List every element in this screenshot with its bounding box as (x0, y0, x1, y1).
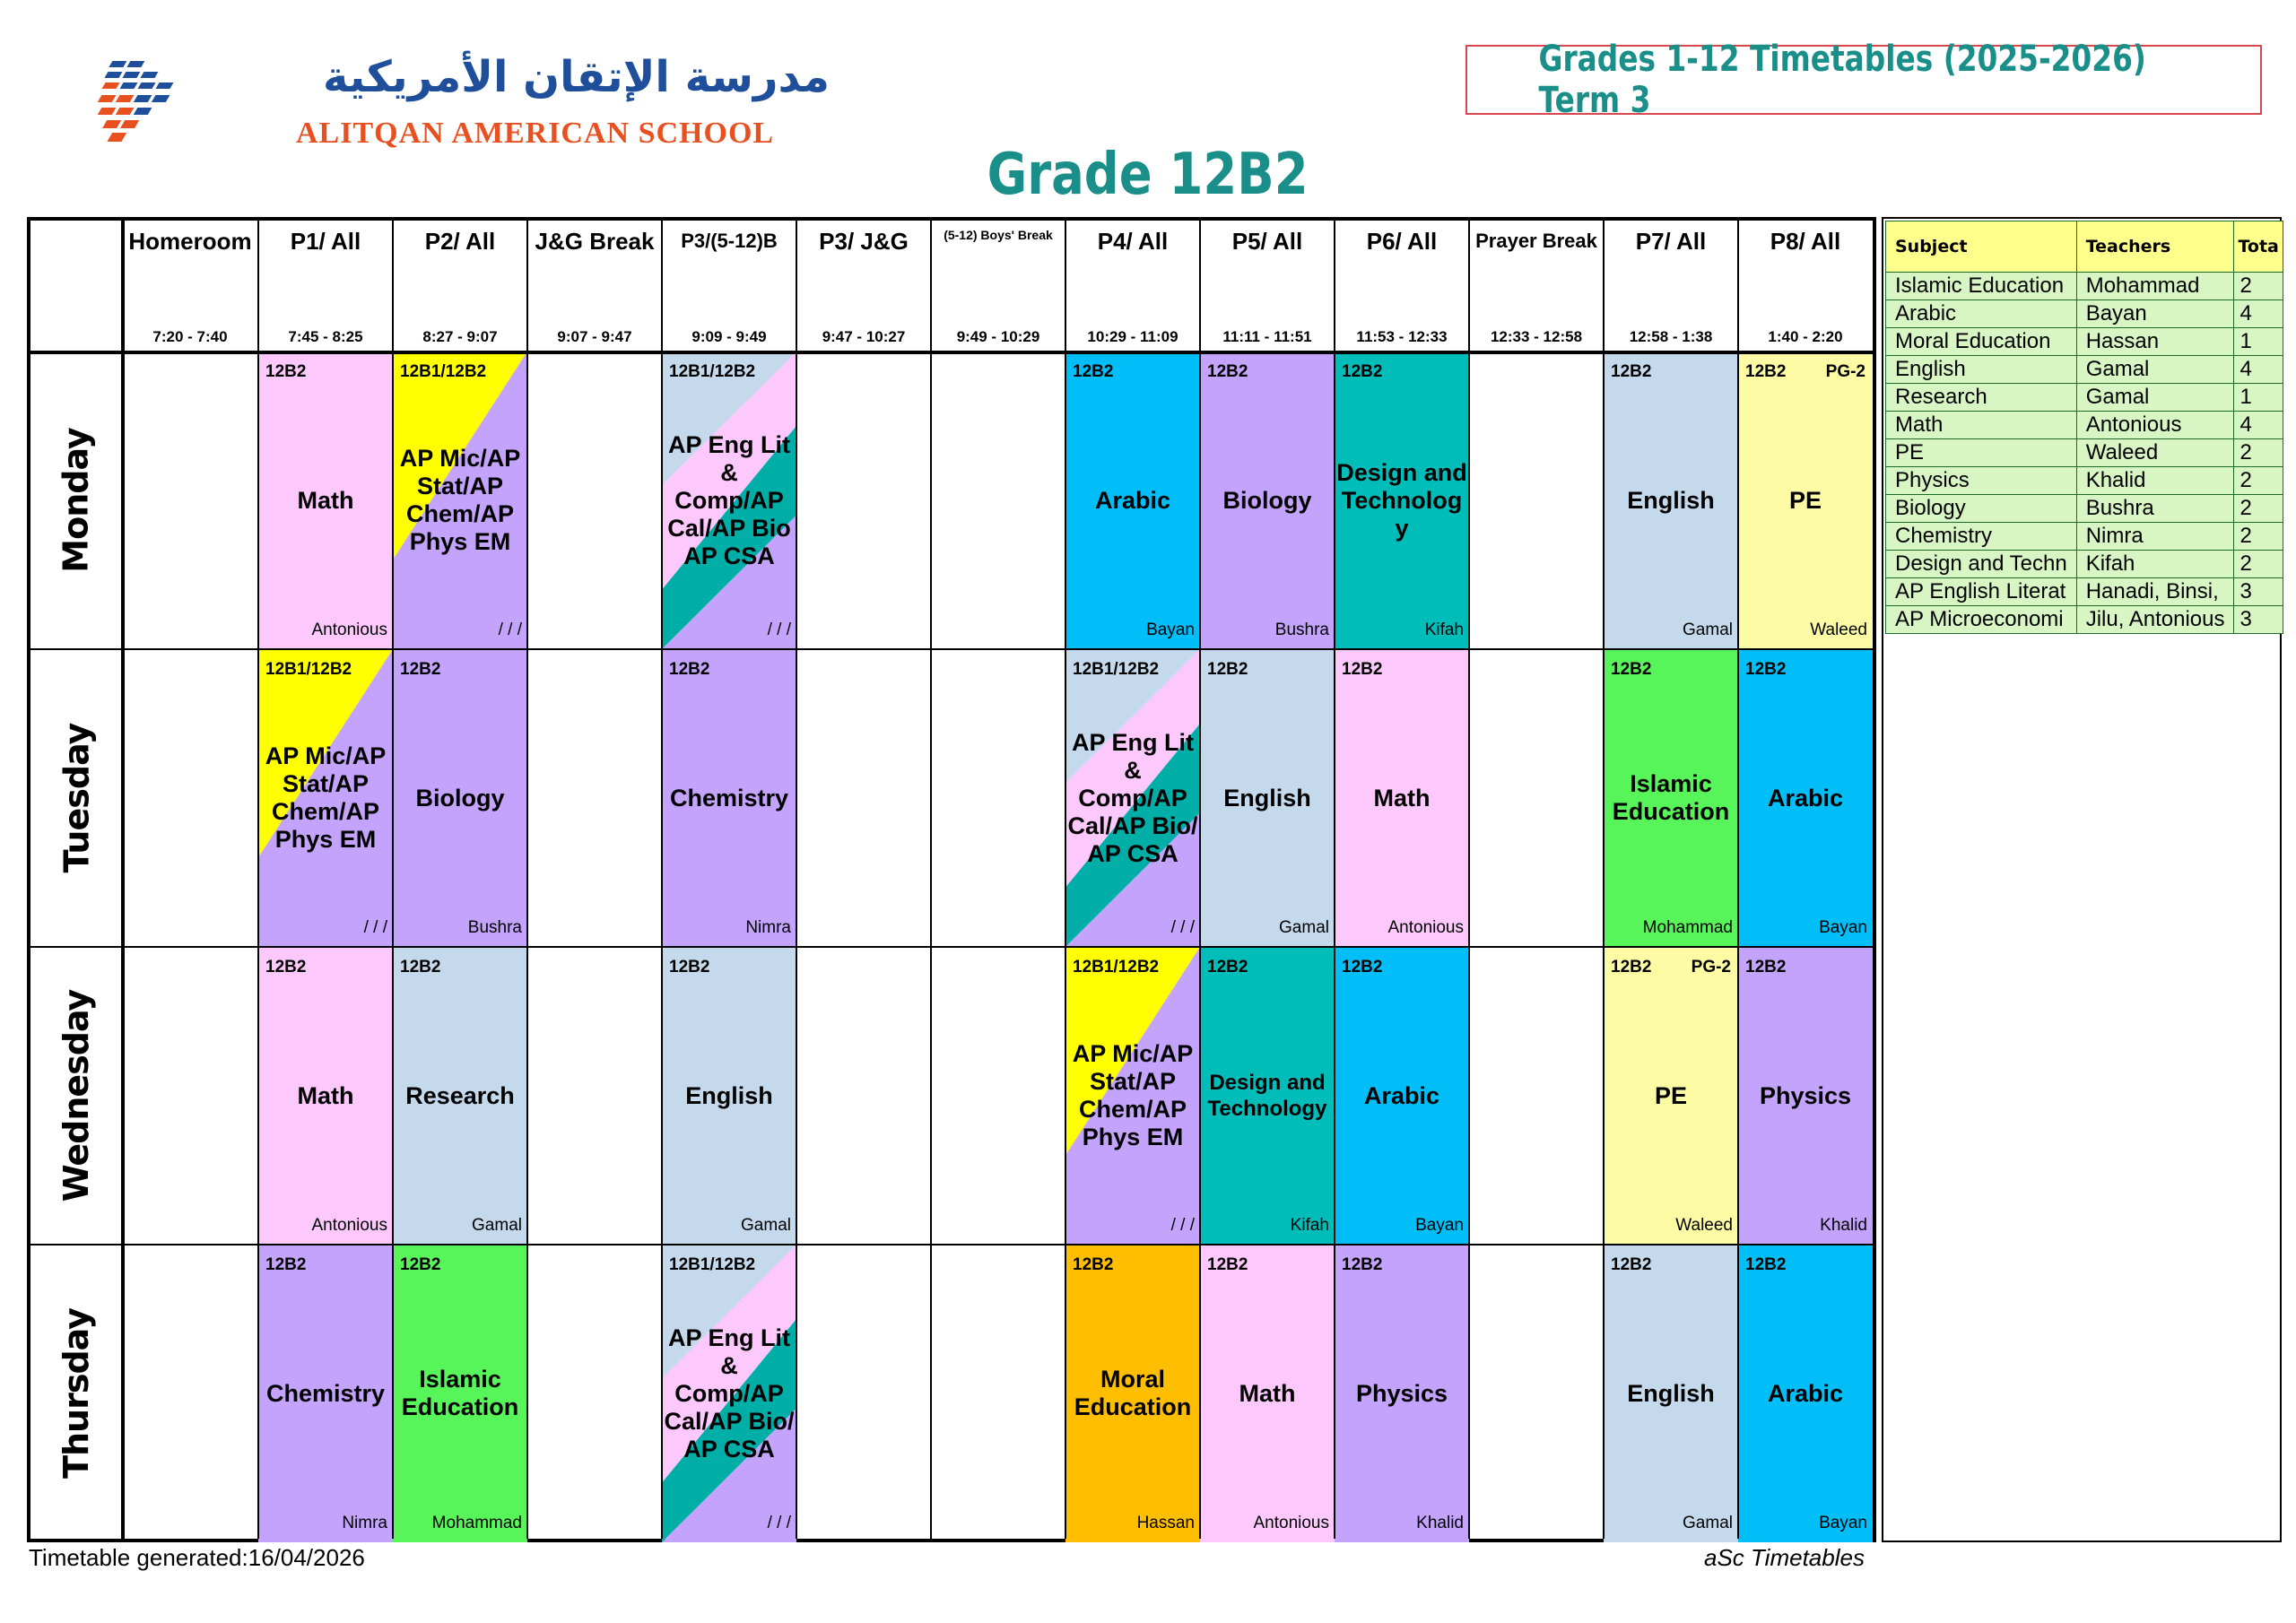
lesson-subject: Biology (415, 784, 505, 812)
period-header (1200, 221, 1335, 352)
lesson-teacher: Khalid (1820, 1216, 1867, 1235)
period-header (662, 221, 796, 352)
lesson-class: 12B2 (265, 1255, 307, 1274)
lesson-subject: Research (405, 1081, 515, 1109)
lesson-subject: Design and Technolog y (1336, 458, 1467, 542)
period-label: (5-12) Boys' Break (944, 228, 1053, 242)
summary-subject: AP Microeconomi (1886, 606, 2077, 634)
lesson-teacher: / / / (1170, 918, 1195, 937)
summary-subject: Biology (1886, 495, 2077, 523)
lesson-class: 12B1/12B2 (265, 660, 352, 679)
lesson-cell[interactable] (662, 947, 796, 1245)
lesson-teacher: Gamal (1683, 621, 1733, 639)
period-header (527, 221, 662, 352)
period-time: 8:27 - 9:07 (422, 328, 498, 345)
summary-header-subject: Subject (1886, 221, 2077, 273)
day-label-text: Monday (57, 428, 97, 573)
lesson-teacher: / / / (767, 1514, 791, 1532)
period-label: P7/ All (1635, 228, 1707, 255)
grid-line (930, 221, 932, 1539)
lesson-teacher: Antonious (311, 1216, 387, 1235)
lesson-teacher: Bayan (1415, 1216, 1464, 1235)
summary-total: 3 (2234, 606, 2283, 634)
period-header (393, 221, 527, 352)
generated-date: Timetable generated:16/04/2026 (29, 1544, 365, 1571)
day-label-wednesday (30, 947, 122, 1245)
period-label: P3/(5-12)B (681, 230, 778, 252)
lesson-subject: Math (297, 486, 354, 514)
grid-line (796, 221, 797, 1539)
grid-line (30, 1244, 1873, 1245)
software-credit: aSc Timetables (1704, 1544, 1865, 1571)
lesson-class: 12B2 (1611, 660, 1652, 679)
lesson-teacher: Antonious (1253, 1514, 1329, 1532)
lesson-subject: AP Mic/AP Stat/AP Chem/AP Phys EM (399, 445, 521, 555)
lesson-teacher: Kifah (1290, 1216, 1329, 1235)
lesson-class: 12B2 (1611, 362, 1652, 381)
lesson-subject: AP Mic/AP Stat/AP Chem/AP Phys EM (265, 742, 387, 853)
lesson-class: 12B2 (1342, 362, 1383, 381)
summary-teacher: Hanadi, Binsi, (2076, 578, 2234, 606)
lesson-cell[interactable] (258, 947, 393, 1245)
school-name-arabic: مدرسة الإتقان الأمريكية (323, 52, 830, 102)
summary-teacher: Mohammad (2076, 273, 2234, 300)
summary-subject: Moral Education (1886, 328, 2077, 356)
lesson-class: 12B2 (1745, 1255, 1787, 1274)
day-label-monday (30, 352, 122, 649)
lesson-cell[interactable] (662, 649, 796, 947)
lesson-subject: PE (1654, 1081, 1688, 1109)
lesson-cell[interactable] (1738, 649, 1873, 947)
lesson-teacher: Bayan (1819, 918, 1867, 937)
summary-row (1886, 606, 2283, 634)
lesson-teacher: Gamal (1683, 1514, 1733, 1532)
grade-title (0, 142, 2296, 208)
lesson-group: PG-2 (1825, 362, 1866, 381)
lesson-class: 12B1/12B2 (1073, 660, 1160, 679)
lesson-class: 12B2 (400, 1255, 441, 1274)
lesson-cell[interactable] (393, 947, 527, 1245)
lesson-class: 12B2 (400, 958, 441, 976)
summary-teacher: Khalid (2076, 467, 2234, 495)
summary-total: 2 (2234, 439, 2283, 467)
day-label-text: Thursday (57, 1308, 96, 1479)
summary-row (1886, 523, 2283, 551)
summary-total: 2 (2234, 551, 2283, 578)
lesson-subject: Math (1373, 784, 1431, 812)
lesson-subject: Biology (1222, 486, 1312, 514)
lesson-teacher: Nimra (342, 1514, 387, 1532)
lesson-subject: Physics (1759, 1081, 1852, 1109)
lesson-subject: Arabic (1767, 784, 1844, 812)
period-label: Prayer Break (1475, 230, 1597, 252)
lesson-cell[interactable] (1604, 649, 1738, 947)
lesson-class: 12B2 (1611, 1255, 1652, 1274)
period-header (1335, 221, 1469, 352)
lesson-teacher: Gamal (1279, 918, 1329, 937)
lesson-cell[interactable] (1738, 947, 1873, 1245)
lesson-class: 12B2 (1611, 958, 1652, 976)
lesson-cell[interactable] (1200, 649, 1335, 947)
lesson-class: 12B1/12B2 (1073, 958, 1160, 976)
period-time: 1:40 - 2:20 (1768, 328, 1843, 345)
lesson-cell[interactable] (1065, 352, 1200, 649)
period-time: 12:33 - 12:58 (1490, 328, 1583, 345)
lesson-subject: English (685, 1081, 773, 1109)
summary-row (1886, 578, 2283, 606)
summary-row (1886, 495, 2283, 523)
period-label: Homeroom (128, 228, 252, 255)
period-time: 7:20 - 7:40 (152, 328, 228, 345)
lesson-teacher: Bayan (1819, 1514, 1867, 1532)
summary-total: 4 (2234, 412, 2283, 439)
term-title-box (1465, 39, 2262, 121)
lesson-subject: Arabic (1094, 486, 1171, 514)
period-time: 7:45 - 8:25 (288, 328, 363, 345)
lesson-class: 12B2 (1342, 1255, 1383, 1274)
lesson-class: 12B2 (669, 958, 710, 976)
lesson-subject: Islamic Education (1612, 770, 1730, 825)
lesson-subject: Arabic (1767, 1379, 1844, 1407)
grid-line (1199, 221, 1201, 1539)
summary-total: 2 (2234, 523, 2283, 551)
summary-subject: Islamic Education (1886, 273, 2077, 300)
lesson-class: 12B2 (669, 660, 710, 679)
day-label-text: Tuesday (57, 723, 97, 873)
lesson-class: 12B2 (1207, 660, 1248, 679)
lesson-cell[interactable] (393, 649, 527, 947)
lesson-cell[interactable] (258, 352, 393, 649)
lesson-teacher: Nimra (745, 918, 791, 937)
period-header (1604, 221, 1738, 352)
day-label-thursday (30, 1245, 122, 1542)
lesson-class: 12B2 (1342, 958, 1383, 976)
summary-total: 2 (2234, 467, 2283, 495)
summary-teacher: Hassan (2076, 328, 2234, 356)
period-header (1065, 221, 1200, 352)
lesson-cell[interactable] (1200, 1245, 1335, 1542)
summary-total: 4 (2234, 356, 2283, 384)
lesson-class: 12B2 (1745, 958, 1787, 976)
summary-row (1886, 412, 2283, 439)
period-header (1469, 221, 1604, 352)
lesson-teacher: Waleed (1675, 1216, 1733, 1235)
summary-header-total: Tota (2234, 221, 2283, 273)
lesson-cell[interactable] (1335, 947, 1469, 1245)
term-title: Grades 1-12 Timetables (2025-2026) Term 3 (1538, 39, 2146, 121)
lesson-group: PG-2 (1691, 958, 1731, 976)
lesson-class: 12B2 (1073, 362, 1114, 381)
lesson-cell[interactable] (393, 352, 527, 649)
lesson-subject: AP Mic/AP Stat/AP Chem/AP Phys EM (1072, 1040, 1194, 1150)
period-header (796, 221, 931, 352)
subject-summary-panel (1882, 217, 2282, 1542)
lesson-subject: Islamic Education (401, 1366, 519, 1420)
grid-line (30, 351, 1873, 354)
grid-line (392, 221, 394, 1539)
period-time: 9:49 - 10:29 (956, 328, 1040, 345)
grade-title-text: Grade 12B2 (987, 142, 1309, 208)
lesson-class: 12B1/12B2 (669, 1255, 756, 1274)
lesson-subject: English (1627, 1379, 1715, 1407)
lesson-subject: Chemistry (669, 784, 789, 812)
lesson-cell[interactable] (1604, 352, 1738, 649)
lesson-subject: Arabic (1363, 1081, 1440, 1109)
summary-total: 3 (2234, 578, 2283, 606)
period-header (1738, 221, 1873, 352)
lesson-subject: Chemistry (265, 1379, 386, 1407)
lesson-subject: Math (1239, 1379, 1296, 1407)
summary-subject: AP English Literat (1886, 578, 2077, 606)
summary-total: 2 (2234, 273, 2283, 300)
lesson-teacher: / / / (767, 621, 791, 639)
timetable-grid (27, 217, 1876, 1542)
period-header (931, 221, 1065, 352)
period-time: 9:07 - 9:47 (557, 328, 632, 345)
lesson-class: 12B2 (1745, 362, 1787, 381)
summary-row (1886, 439, 2283, 467)
summary-teacher: Bayan (2076, 300, 2234, 328)
summary-teacher: Jilu, Antonious (2076, 606, 2234, 634)
period-time: 11:11 - 11:51 (1222, 328, 1312, 345)
period-time: 9:09 - 9:49 (691, 328, 767, 345)
lesson-cell[interactable] (1335, 649, 1469, 947)
summary-teacher: Nimra (2076, 523, 2234, 551)
lesson-teacher: Hassan (1136, 1514, 1195, 1532)
grid-line (30, 946, 1873, 948)
lesson-cell[interactable] (1604, 1245, 1738, 1542)
lesson-cell[interactable] (1335, 1245, 1469, 1542)
period-header (258, 221, 393, 352)
summary-teacher: Gamal (2076, 356, 2234, 384)
school-name-english: ALITQAN AMERICAN SCHOOL (296, 117, 775, 150)
lesson-class: 12B2 (265, 958, 307, 976)
lesson-cell[interactable] (1200, 947, 1335, 1245)
lesson-subject: English (1223, 784, 1311, 812)
summary-total: 1 (2234, 328, 2283, 356)
period-time: 12:58 - 1:38 (1629, 328, 1713, 345)
lesson-subject: Math (297, 1081, 354, 1109)
grid-line (661, 221, 663, 1539)
lesson-cell[interactable] (1065, 947, 1200, 1245)
lesson-teacher: Bushra (1274, 621, 1329, 639)
summary-total: 2 (2234, 495, 2283, 523)
period-time: 11:53 - 12:33 (1356, 328, 1448, 345)
lesson-class: 12B2 (1745, 660, 1787, 679)
lesson-teacher: / / / (498, 621, 522, 639)
summary-row (1886, 551, 2283, 578)
summary-subject: PE (1886, 439, 2077, 467)
lesson-subject: English (1627, 486, 1715, 514)
grid-line (1468, 221, 1470, 1539)
summary-teacher: Antonious (2076, 412, 2234, 439)
period-header (122, 221, 258, 352)
period-time: 9:47 - 10:27 (822, 328, 906, 345)
grid-line (1334, 221, 1335, 1539)
lesson-class: 12B2 (400, 660, 441, 679)
grid-line (1737, 221, 1739, 1539)
lesson-subject: AP Eng Lit & Comp/AP Cal/AP Bio/ AP CSA (664, 1324, 795, 1462)
lesson-teacher: Antonious (311, 621, 387, 639)
grid-line (1603, 221, 1605, 1539)
summary-subject: English (1886, 356, 2077, 384)
lesson-cell[interactable] (1738, 1245, 1873, 1542)
summary-row (1886, 467, 2283, 495)
summary-subject: Math (1886, 412, 2077, 439)
summary-row (1886, 300, 2283, 328)
summary-subject: Arabic (1886, 300, 2077, 328)
period-label: P3/ J&G (819, 228, 909, 255)
lesson-subject: Physics (1355, 1379, 1448, 1407)
grid-line (526, 221, 528, 1539)
lesson-subject: PE (1788, 486, 1822, 514)
lesson-cell[interactable] (1065, 649, 1200, 947)
lesson-cell[interactable] (1738, 352, 1873, 649)
lesson-class: 12B2 (265, 362, 307, 381)
lesson-cell[interactable] (1200, 352, 1335, 649)
grid-line (121, 221, 125, 1539)
lesson-cell[interactable] (258, 649, 393, 947)
period-label: P4/ All (1097, 228, 1169, 255)
summary-teacher: Bushra (2076, 495, 2234, 523)
lesson-class: 12B2 (1207, 958, 1248, 976)
lesson-cell[interactable] (1604, 947, 1738, 1245)
summary-subject: Physics (1886, 467, 2077, 495)
day-label-text: Wednesday (57, 989, 96, 1202)
summary-teacher: Kifah (2076, 551, 2234, 578)
lesson-teacher: Khalid (1416, 1514, 1464, 1532)
grid-line (1065, 221, 1066, 1539)
lesson-class: 12B1/12B2 (669, 362, 756, 381)
summary-header-teachers: Teachers (2076, 221, 2234, 273)
day-label-tuesday (30, 649, 122, 947)
lesson-teacher: Kifah (1424, 621, 1464, 639)
lesson-class: 12B2 (1207, 1255, 1248, 1274)
lesson-teacher: / / / (363, 918, 387, 937)
lesson-subject: AP Eng Lit & Comp/AP Cal/AP Bio/ AP CSA (1067, 728, 1198, 867)
lesson-teacher: Bayan (1146, 621, 1195, 639)
summary-row (1886, 328, 2283, 356)
lesson-subject: AP Eng Lit & Comp/AP Cal/AP Bio AP CSA (667, 430, 791, 569)
lesson-cell[interactable] (1335, 352, 1469, 649)
summary-subject: Design and Techn (1886, 551, 2077, 578)
lesson-teacher: Mohammad (1642, 918, 1733, 937)
summary-total: 1 (2234, 384, 2283, 412)
summary-teacher: Gamal (2076, 384, 2234, 412)
lesson-teacher: Gamal (472, 1216, 522, 1235)
summary-subject: Research (1886, 384, 2077, 412)
lesson-cell[interactable] (258, 1245, 393, 1542)
lesson-teacher: / / / (1170, 1216, 1195, 1235)
subject-summary-table (1885, 221, 2283, 634)
lesson-teacher: Mohammad (431, 1514, 522, 1532)
lesson-teacher: Gamal (741, 1216, 791, 1235)
grid-line (30, 648, 1873, 650)
period-label: P5/ All (1231, 228, 1303, 255)
lesson-teacher: Bushra (467, 918, 522, 937)
lesson-cell[interactable] (393, 1245, 527, 1542)
period-label: J&G Break (535, 228, 655, 255)
period-label: P1/ All (290, 228, 361, 255)
lesson-teacher: Antonious (1387, 918, 1464, 937)
lesson-teacher: Waleed (1810, 621, 1867, 639)
summary-teacher: Waleed (2076, 439, 2234, 467)
period-label: P6/ All (1366, 228, 1438, 255)
lesson-subject: Moral Education (1074, 1366, 1192, 1420)
summary-subject: Chemistry (1886, 523, 2077, 551)
lesson-cell[interactable] (1065, 1245, 1200, 1542)
period-time: 10:29 - 11:09 (1087, 328, 1178, 345)
lesson-class: 12B2 (1073, 1255, 1114, 1274)
summary-header-row (1886, 221, 2283, 273)
lesson-class: 12B1/12B2 (400, 362, 487, 381)
summary-row (1886, 356, 2283, 384)
period-label: P8/ All (1770, 228, 1841, 255)
summary-total: 4 (2234, 300, 2283, 328)
lesson-subject: Design and Technology (1207, 1071, 1327, 1121)
lesson-class: 12B2 (1342, 660, 1383, 679)
summary-row (1886, 273, 2283, 300)
summary-row (1886, 384, 2283, 412)
lesson-class: 12B2 (1207, 362, 1248, 381)
lesson-cell[interactable] (662, 352, 796, 649)
grid-line (257, 221, 259, 1539)
lesson-cell[interactable] (662, 1245, 796, 1542)
period-label: P2/ All (424, 228, 496, 255)
